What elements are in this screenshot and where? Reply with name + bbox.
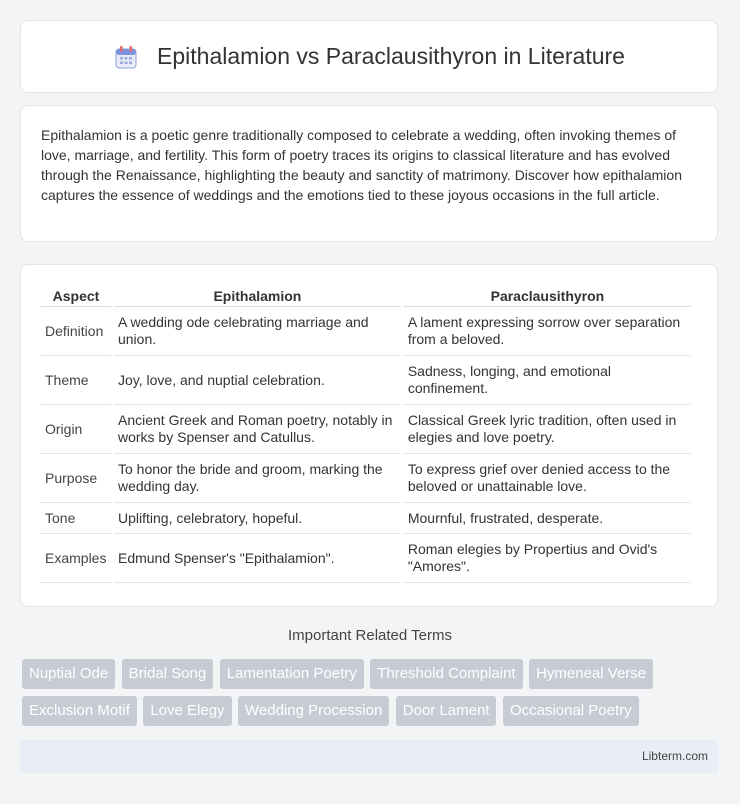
table-header-row (41, 285, 691, 307)
tag-love-elegy[interactable]: Love Elegy (143, 696, 231, 726)
tag-hymeneal-verse[interactable]: Hymeneal Verse (529, 659, 653, 689)
table-row (41, 454, 691, 503)
row-paraclausithyron: Mournful, frustrated, desperate. (404, 503, 691, 534)
calendar-icon (113, 44, 139, 70)
table-row (41, 534, 691, 583)
row-paraclausithyron: A lament expressing sorrow over separation from a beloved. (404, 307, 691, 356)
tag-lamentation-poetry[interactable]: Lamentation Poetry (220, 659, 364, 689)
tag-door-lament[interactable]: Door Lament (396, 696, 497, 726)
header-epithalamion: Epithalamion (114, 285, 401, 307)
row-epithalamion: Uplifting, celebratory, hopeful. (114, 503, 401, 534)
intro-text: Epithalamion is a poetic genre traditionally composed to celebrate a wedding, often invoking themes of love, marriage, and fertility. This form of poetry traces its origins to classical literature and has evolved through the Renaissance, highlighting the beauty and sanctity of matrimony. Discover how epithalamion captures the essence of weddings and the emotions tied to these joyous occasions in the full article. (41, 127, 682, 203)
table-row (41, 356, 691, 405)
row-paraclausithyron: To express grief over denied access to the beloved or unattainable love. (404, 454, 691, 503)
tag-occasional-poetry[interactable]: Occasional Poetry (503, 696, 639, 726)
table-row (41, 405, 691, 454)
related-terms-tags (22, 659, 722, 733)
header-card (20, 20, 718, 93)
row-epithalamion: Edmund Spenser's "Epithalamion". (114, 534, 401, 583)
row-epithalamion: A wedding ode celebrating marriage and union. (114, 307, 401, 356)
header-paraclausithyron: Paraclausithyron (404, 285, 691, 307)
row-aspect: Definition (41, 307, 111, 356)
comparison-table (38, 285, 694, 583)
tag-wedding-procession[interactable]: Wedding Procession (238, 696, 389, 726)
tag-threshold-complaint[interactable]: Threshold Complaint (370, 659, 522, 689)
row-epithalamion: Joy, love, and nuptial celebration. (114, 356, 401, 405)
row-aspect: Theme (41, 356, 111, 405)
footer (20, 740, 718, 773)
row-epithalamion: Ancient Greek and Roman poetry, notably in works by Spenser and Catullus. (114, 405, 401, 454)
related-terms-title: Important Related Terms (288, 627, 452, 644)
table-row (41, 503, 691, 534)
table-row (41, 307, 691, 356)
intro-card (20, 105, 718, 242)
page-title: Epithalamion vs Paraclausithyron in Literature (157, 43, 625, 69)
row-paraclausithyron: Sadness, longing, and emotional confinement. (404, 356, 691, 405)
row-aspect: Origin (41, 405, 111, 454)
tag-nuptial-ode[interactable]: Nuptial Ode (22, 659, 115, 689)
row-paraclausithyron: Roman elegies by Propertius and Ovid's "Amores". (404, 534, 691, 583)
row-aspect: Purpose (41, 454, 111, 503)
row-aspect: Tone (41, 503, 111, 534)
header-aspect: Aspect (41, 285, 111, 307)
tag-bridal-song[interactable]: Bridal Song (122, 659, 214, 689)
comparison-card (20, 264, 718, 607)
tag-exclusion-motif[interactable]: Exclusion Motif (22, 696, 137, 726)
row-aspect: Examples (41, 534, 111, 583)
footer-brand-link[interactable]: Libterm.com (641, 749, 708, 763)
row-epithalamion: To honor the bride and groom, marking the wedding day. (114, 454, 401, 503)
row-paraclausithyron: Classical Greek lyric tradition, often used in elegies and love poetry. (404, 405, 691, 454)
